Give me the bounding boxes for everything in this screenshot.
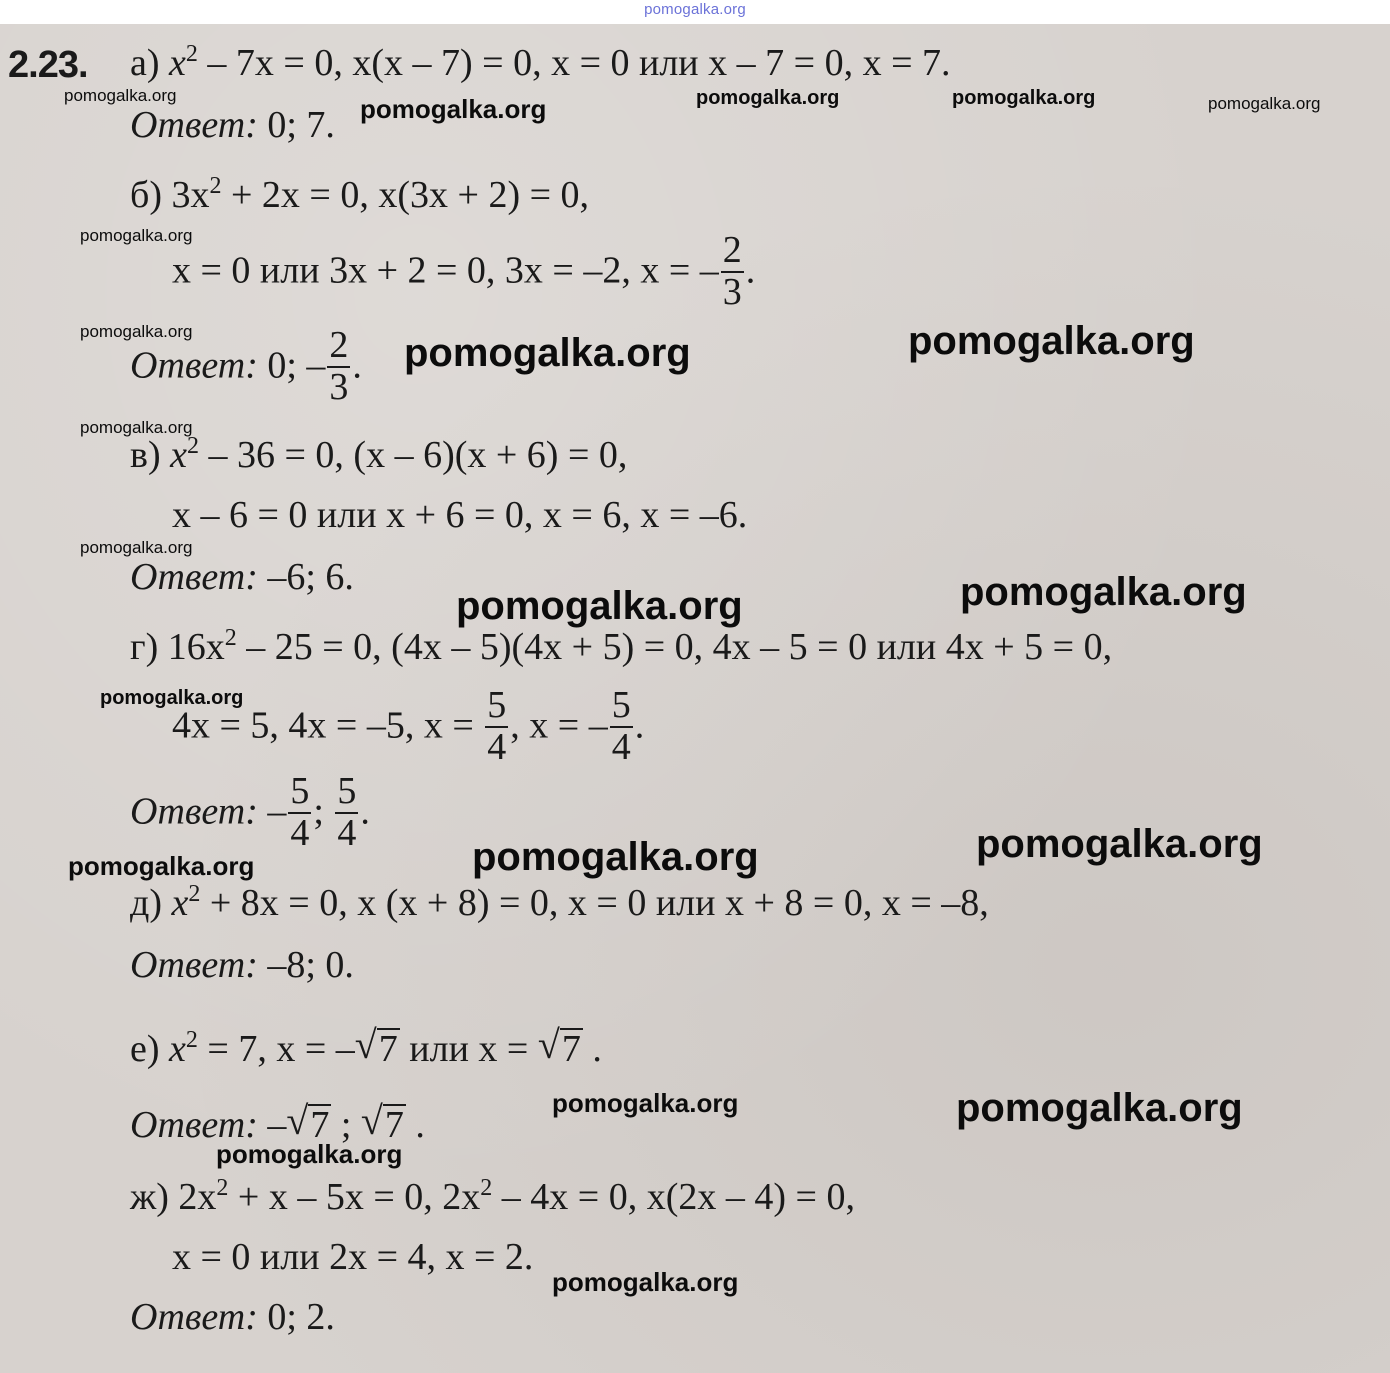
watermark: pomogalka.org <box>696 87 840 109</box>
watermark: pomogalka.org <box>404 331 691 375</box>
fraction: $\frac{5}{4}$ <box>290 770 310 854</box>
watermark: pomogalka.org <box>952 87 1096 109</box>
square-root: √ 7 <box>355 1028 400 1070</box>
part-zh-equation-1: ж) $2x^2 + x - 5x = 0$, $2x^2 - 4x = 0$, x(2x – 4) = 0, <box>130 1175 855 1218</box>
fraction: $\frac{5}{4}$ <box>337 770 357 854</box>
watermark: pomogalka.org <box>1208 94 1321 113</box>
part-a-equation: а) $x^2 - 7x = 0$, x(x – 7) = 0, x = 0 или x – 7 = 0, x = 7. <box>130 41 951 84</box>
watermark: pomogalka.org <box>80 538 193 557</box>
site-header-link[interactable]: pomogalka.org <box>644 1 746 18</box>
fraction: $\frac{2}{3}$ <box>722 229 742 313</box>
part-b-equation-2: x = 0 или 3x + 2 = 0, 3x = –2, x = – $\frac{2}{3}$ . <box>172 229 756 313</box>
watermark: pomogalka.org <box>80 226 193 245</box>
square-root: √ 7 <box>538 1028 583 1070</box>
part-e-answer: Ответ: –√ 7 ; √ 7 . <box>130 1104 425 1146</box>
watermark: pomogalka.org <box>976 822 1263 866</box>
watermark: pomogalka.org <box>552 1267 739 1297</box>
watermark: pomogalka.org <box>956 1086 1243 1130</box>
fraction: $\frac{5}{4}$ <box>487 684 507 768</box>
watermark: pomogalka.org <box>908 319 1195 363</box>
watermark: pomogalka.org <box>100 687 244 709</box>
part-b-answer: Ответ: 0; – $\frac{2}{3}$ . <box>130 324 362 408</box>
part-g-answer: Ответ: – $\frac{5}{4}$ ; $\frac{5}{4}$ . <box>130 770 370 854</box>
watermark: pomogalka.org <box>960 570 1247 614</box>
part-e-equation: е) $x^2 = 7$, x = –√ 7 или x = √ 7 . <box>130 1028 602 1070</box>
watermark: pomogalka.org <box>456 584 743 628</box>
watermark: pomogalka.org <box>472 835 759 879</box>
watermark: pomogalka.org <box>360 94 547 124</box>
part-a-answer: Ответ: 0; 7. <box>130 104 335 146</box>
problem-number: 2.23. <box>8 44 88 86</box>
part-zh-answer: Ответ: 0; 2. <box>130 1296 335 1338</box>
watermark: pomogalka.org <box>80 418 193 437</box>
part-d-answer: Ответ: –8; 0. <box>130 944 354 986</box>
part-b-equation-1: б) $3x^2 + 2x = 0$, x(3x + 2) = 0, <box>130 173 590 216</box>
part-v-equation-2: x – 6 = 0 или x + 6 = 0, x = 6, x = –6. <box>172 494 748 536</box>
part-g-equation-2: 4x = 5, 4x = –5, x = $\frac{5}{4}$ , x = – $\frac{5}{4}$ . <box>172 684 645 768</box>
watermark: pomogalka.org <box>68 851 255 881</box>
fraction: $\frac{2}{3}$ <box>329 324 349 408</box>
watermark: pomogalka.org <box>80 322 193 341</box>
fraction: $\frac{5}{4}$ <box>611 684 631 768</box>
square-root: √ 7 <box>361 1104 406 1146</box>
part-g-equation-1: г) $16x^2 - 25 = 0$, (4x – 5)(4x + 5) = 0, 4x – 5 = 0 или 4x + 5 = 0, <box>130 625 1113 668</box>
part-v-equation-1: в) $x^2 - 36 = 0$, (x – 6)(x + 6) = 0, <box>130 433 628 476</box>
part-v-answer: Ответ: –6; 6. <box>130 556 354 598</box>
part-zh-equation-2: x = 0 или 2x = 4, x = 2. <box>172 1236 534 1278</box>
square-root: √ 7 <box>286 1104 331 1146</box>
watermark: pomogalka.org <box>216 1139 403 1169</box>
watermark: pomogalka.org <box>64 86 177 105</box>
part-d-equation: д) $x^2 + 8x = 0$, x (x + 8) = 0, x = 0 или x + 8 = 0, x = –8, <box>130 881 989 924</box>
watermark: pomogalka.org <box>552 1088 739 1118</box>
